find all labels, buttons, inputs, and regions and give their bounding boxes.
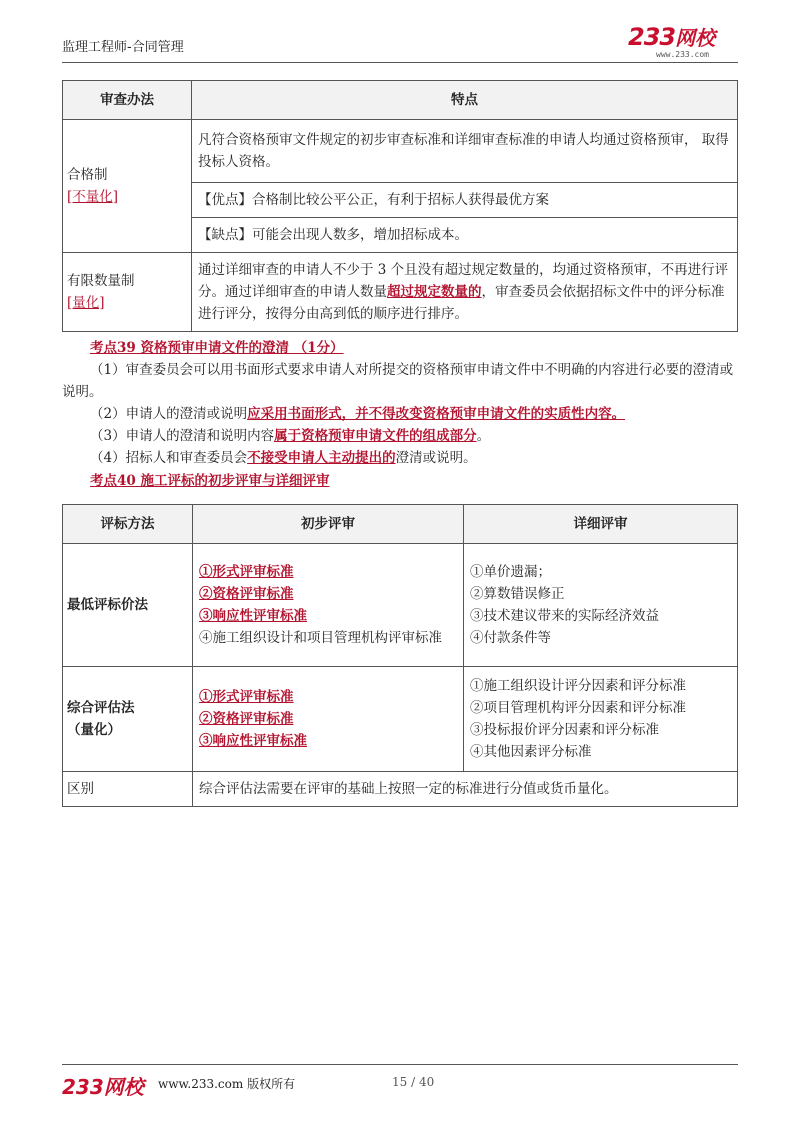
col-header-feature: 特点: [192, 81, 738, 120]
highlight-text: 属于资格预审申请文件的组成部分: [274, 428, 477, 444]
col-header-preliminary: 初步评审: [193, 505, 464, 544]
method-name: 合格制: [67, 167, 108, 183]
kp40-title: 考点40 施工评标的初步评审与详细评审: [90, 473, 330, 489]
detailed-cell: [464, 667, 738, 772]
method-name: 区别: [63, 772, 193, 807]
feature-con: 【缺点】可能会出现人数多，增加招标成本。: [192, 218, 738, 253]
table-header-row: [63, 505, 738, 544]
footer-copyright: www.233.com 版权所有: [158, 1077, 296, 1091]
method-cell: [63, 667, 193, 772]
kp39-title: 考点39 资格预审申请文件的澄清 （1分）: [90, 340, 344, 356]
detail-item: ③投标报价评分因素和评分标准: [470, 722, 659, 738]
logo-number: 233: [628, 23, 676, 51]
preliminary-cell: [193, 544, 464, 667]
review-method-table: [62, 80, 738, 332]
col-header-method: 评标方法: [63, 505, 193, 544]
kp39-item-2: （2）申请人的澄清或说明应采用书面形式，并不得改变资格预审申请文件的实质性内容。: [90, 406, 626, 422]
detail-item: ①单价遗漏；: [470, 564, 551, 580]
kp39-item-4: （4）招标人和审查委员会不接受申请人主动提出的澄清或说明。: [90, 450, 477, 466]
highlight-text: 超过规定数量的: [387, 284, 482, 300]
kp39-item-3: （3）申请人的澄清和说明内容属于资格预审申请文件的组成部分。: [90, 428, 491, 444]
table-row: [63, 544, 738, 667]
method-cell: [63, 120, 192, 253]
kp39-item-1: （1）审查委员会可以用书面形式要求申请人对所提交的资格预审申请文件中不明确的内容进行必要的澄清或说明。: [62, 362, 734, 400]
detail-item: ①施工组织设计评分因素和评分标准: [470, 678, 686, 694]
detailed-cell: [464, 544, 738, 667]
criteria-item: ④施工组织设计和项目管理机构评审标准: [199, 630, 442, 646]
preliminary-cell: [193, 667, 464, 772]
detail-item: ④付款条件等: [470, 630, 551, 646]
method-sub: （量化）: [67, 722, 121, 738]
page-footer: [62, 1064, 738, 1099]
logo-text: 网校: [675, 26, 716, 50]
detail-item: ②算数错误修正: [470, 586, 565, 602]
col-header-method: 审查办法: [63, 81, 192, 120]
criteria-item: ①形式评审标准: [199, 689, 294, 705]
table-row: [63, 253, 738, 332]
highlight-text: 应采用书面形式，并不得改变资格预审申请文件的实质性内容。: [247, 406, 626, 422]
bid-evaluation-table: [62, 504, 738, 807]
table-row: [63, 772, 738, 807]
page-number: 15 / 40: [392, 1075, 435, 1089]
table-row: [63, 120, 738, 183]
page-header: [62, 22, 738, 63]
feature-pro: 【优点】合格制比较公平公正，有利于招标人获得最优方案: [192, 183, 738, 218]
logo-url: www.233.com: [656, 50, 709, 59]
detail-item: ②项目管理机构评分因素和评分标准: [470, 700, 686, 716]
detail-item: ④其他因素评分标准: [470, 744, 592, 760]
method-name: 最低评标价法: [63, 544, 193, 667]
detail-item: ③技术建议带来的实际经济效益: [470, 608, 659, 624]
col-header-detailed: 详细评审: [464, 505, 738, 544]
feature-desc: 通过详细审查的申请人不少于 3 个且没有超过规定数量的，均通过资格预审，不再进行评分。通过详细审查的申请人数量超过规定数量的，审查委员会依据招标文件中的评分标准进行评分，按得分由高到低的顺序进行排序。: [192, 253, 738, 332]
table-row: [63, 667, 738, 772]
difference-desc: 综合评估法需要在评审的基础上按照一定的标准进行分值或货币量化。: [193, 772, 738, 807]
criteria-item: ②资格评审标准: [199, 586, 294, 602]
feature-desc: 凡符合资格预审文件规定的初步审查标准和详细审查标准的申请人均通过资格预审， 取得投标人资格。: [192, 120, 738, 183]
doc-title: 监理工程师-合同管理: [62, 40, 184, 55]
criteria-item: ①形式评审标准: [199, 564, 294, 580]
site-logo[interactable]: [628, 22, 738, 60]
criteria-item: ③响应性评审标准: [199, 733, 307, 749]
method-cell: [63, 253, 192, 332]
footer-logo[interactable]: 233网校: [62, 1075, 144, 1099]
method-tag: [不量化]: [67, 189, 119, 205]
highlight-text: 不接受申请人主动提出的: [247, 450, 396, 466]
method-name: 有限数量制: [67, 273, 135, 289]
method-tag: [量化]: [67, 295, 105, 311]
criteria-item: ③响应性评审标准: [199, 608, 307, 624]
criteria-item: ②资格评审标准: [199, 711, 294, 727]
table-header-row: [63, 81, 738, 120]
method-name: 综合评估法: [67, 700, 135, 716]
